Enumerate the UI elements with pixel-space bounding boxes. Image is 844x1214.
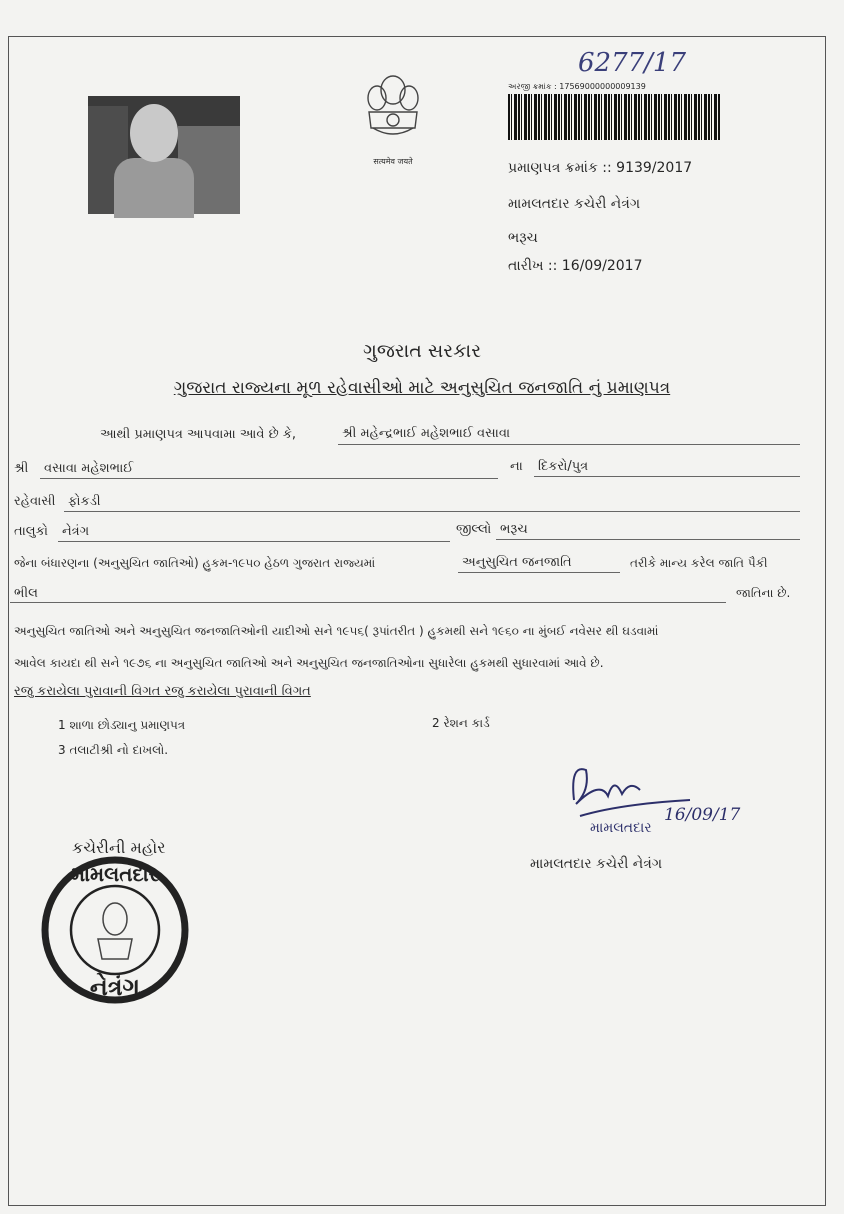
- government-heading: ગુજરાત સરકાર: [362, 340, 482, 362]
- application-number: અરજી ક્રમાંક : 17569000000009139: [508, 82, 646, 91]
- caste-value: ભીલ: [14, 586, 38, 601]
- signature-mark: [560, 760, 741, 850]
- resident-label: રહેવાસી: [14, 494, 56, 509]
- evidence-heading: રજુ કરાયેલા પુરાવાની વિગત રજુ કરાયેલા પુરાવાની વિગત: [14, 684, 311, 699]
- resident-village: ફોકડી: [68, 494, 101, 509]
- barcode: [508, 94, 720, 140]
- district-name: ભરૂચ: [508, 230, 538, 246]
- na-label: ના: [510, 459, 523, 474]
- office-seal-stamp: [40, 855, 190, 1005]
- seal-bottom-text: નેત્રંગ: [89, 973, 141, 1001]
- evidence-item: 1 શાળા છોડ્યાનુ પ્રમાણપત્ર: [58, 718, 186, 732]
- district-label: જીલ્લો: [456, 522, 492, 537]
- evidence-item: 2 રેશન કાર્ડ: [432, 716, 490, 730]
- signature-date: 16/09/17: [664, 805, 741, 825]
- shri-label: શ્રી: [14, 461, 29, 476]
- signatory-title: મામલતદાર કચેરી નેત્રંગ: [530, 856, 663, 872]
- ashoka-emblem-icon: [355, 68, 431, 168]
- paragraph-line-1: અનુસુચિત જાતિઓ અને અનુસુચિત જનજાતિઓની યાદીઓ સને ૧૯૫૬( રૂપાંતરીત ) હુકમથી સને ૧૯૬૦ ના મુંબઈ નવેસર થી ઘડવામાં: [14, 624, 659, 638]
- certificate-number: પ્રમાણપત્ર ક્રમાંક :: 9139/2017: [508, 160, 693, 176]
- handwritten-number: 6277/17: [578, 48, 687, 78]
- order-text: જેના બંધારણના (અનુસુચિત જાતિઓ) હુકમ-૧૯૫૦ હેઠળ ગુજરાત રાજ્યમાં: [14, 556, 376, 570]
- paragraph-line-2: આવેલ કાયદા થી સને ૧૯૭૬ ના અનુસુચિત જાતિઓ અને અનુસુચિત જનજાતિઓના સુધારેલા હુકમથી સુધારવામાં આવે છે.: [14, 656, 604, 670]
- certificate-title: ગુજરાત રાજ્યના મૂળ રહેવાસીઓ માટે અનુસુચિત જનજાતિ નું પ્રમાણપત્ર: [173, 378, 671, 398]
- relation: દિકરો/પુત્ર: [538, 459, 589, 474]
- issue-date: તારીખ :: 16/09/2017: [508, 258, 643, 274]
- category-value: અનુસુચિત જનજાતિ: [462, 555, 572, 570]
- emblem-motto: सत्यमेव जयते: [373, 157, 413, 166]
- taluka-label: તાલુકો: [14, 524, 49, 539]
- district-value: ભરૂચ: [500, 522, 528, 537]
- seal-top-text: મામલતદાર: [71, 862, 159, 886]
- office-name: મામલતદાર કચેરી નેત્રંગ: [508, 196, 641, 212]
- evidence-item: 3 તલાટીશ્રી નો દાખલો.: [58, 743, 169, 757]
- intro-text: આથી પ્રમાણપત્ર આપવામા આવે છે કે,: [100, 427, 297, 442]
- father-name: વસાવા મહેશભાઈ: [44, 461, 134, 476]
- applicant-photo: [88, 96, 240, 214]
- applicant-name: શ્રી મહેન્દ્રભાઈ મહેશભાઈ વસાવા: [342, 426, 511, 441]
- caste-suffix: જાતિના છે.: [736, 586, 791, 600]
- taluka-value: નેત્રંગ: [62, 524, 90, 539]
- recognized-text: તરીકે માન્ય કરેલ જાતિ પૈકી: [630, 556, 768, 570]
- seal-label: કચેરીની મહોર: [72, 838, 166, 857]
- signature-text: મામલતદાર: [590, 820, 652, 836]
